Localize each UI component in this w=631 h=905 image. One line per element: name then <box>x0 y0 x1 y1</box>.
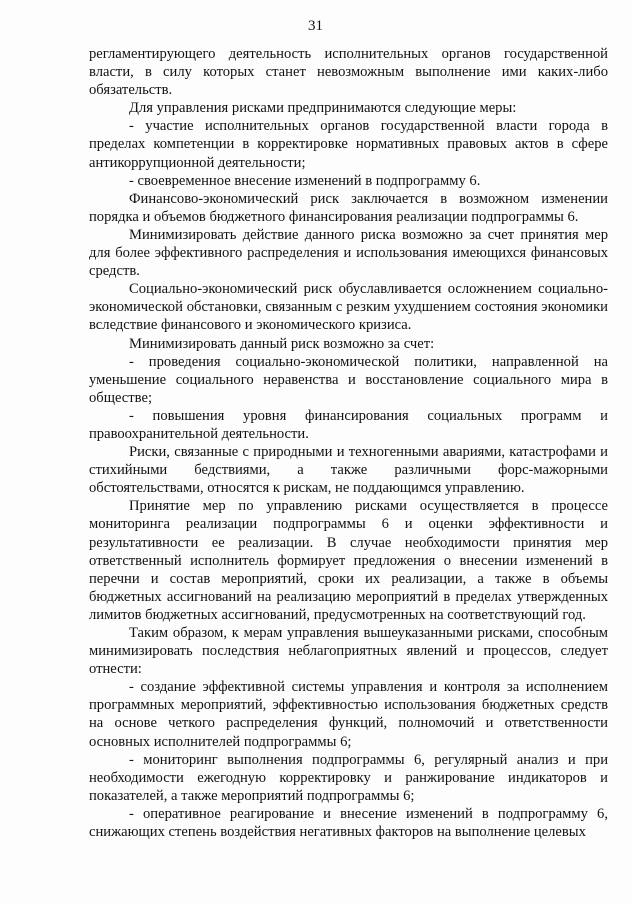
paragraph: Минимизировать действие данного риска возможно за счет принятия мер для более эффективного распределения и использования имеющихся финансовых средств. <box>89 226 608 280</box>
paragraph: - повышения уровня финансирования социальных программ и правоохранительной деятельности. <box>89 407 608 442</box>
paragraph: - своевременное внесение изменений в подпрограмму 6. <box>129 172 481 189</box>
paragraph: - оперативное реагирование и внесение изменений в подпрограмму 6, снижающих степень воздействия негативных факторов на выполнение целевых <box>89 805 608 841</box>
paragraph: Минимизировать данный риск возможно за счет: <box>129 335 435 352</box>
paragraph: - участие исполнительных органов государственной власти города в пределах компетенции в корректировке нормативных правовых актов в сфере антикоррупционной деятельности; <box>89 118 608 171</box>
paragraph: Принятие мер по управлению рисками осуществляется в процессе мониторинга реализации подпрограммы 6 и оценки эффективности и результативности ее реализации. В случае необходимости принятия мер ответственный исполнитель формирует предложения о внесении изменений в перечни и состав мероприятий, сроки их реализации, а также в объемы бюджетных ассигнований на реализацию мероприятий в пределах утвержденных лимитов бюджетных ассигнований, предусмотренных на соответствующий год. <box>89 498 608 623</box>
page-number: 31 <box>308 18 323 34</box>
document-body <box>89 45 608 841</box>
paragraph: - проведения социально-экономической политики, направленной на уменьшение социального неравенства и восстановление социального мира в обществе; <box>89 353 608 406</box>
paragraph: Риски, связанные с природными и техногенными авариями, катастрофами и стихийными бедствиями, а также различными форс-мажорными обстоятельствами, относятся к рискам, не поддающимся управлению. <box>89 444 608 497</box>
paragraph: Таким образом, к мерам управления вышеуказанными рисками, способным минимизировать последствия неблагоприятных явлений и процессов, следует отнести: <box>89 625 608 678</box>
paragraph: - мониторинг выполнения подпрограммы 6, регулярный анализ и при необходимости ежегодную корректировку и ранжирование индикаторов и показателей, а также мероприятий подпрограммы 6; <box>89 751 608 804</box>
paragraph: Для управления рисками предпринимаются следующие меры: <box>129 100 517 117</box>
paragraph: Финансово-экономический риск заключается в возможном изменении порядка и объемов бюджетного финансирования реализации подпрограммы 6. <box>89 190 608 225</box>
paragraph: регламентирующего деятельность исполнительных органов государственной власти, в силу которых станет невозможным выполнение ими каких-либо обязательств. <box>89 46 608 99</box>
paragraph: - создание эффективной системы управления и контроля за исполнением программных мероприятий, эффективностью использования бюджетных средств на основе четкого распределения функций, полномочий и ответственности основных исполнителей подпрограммы 6; <box>89 679 608 750</box>
paragraph: Социально-экономический риск обуславливается осложнением социально-экономической обстановки, связанным с резким ухудшением состояния экономики вследствие финансового и экономического кризиса. <box>89 281 608 334</box>
